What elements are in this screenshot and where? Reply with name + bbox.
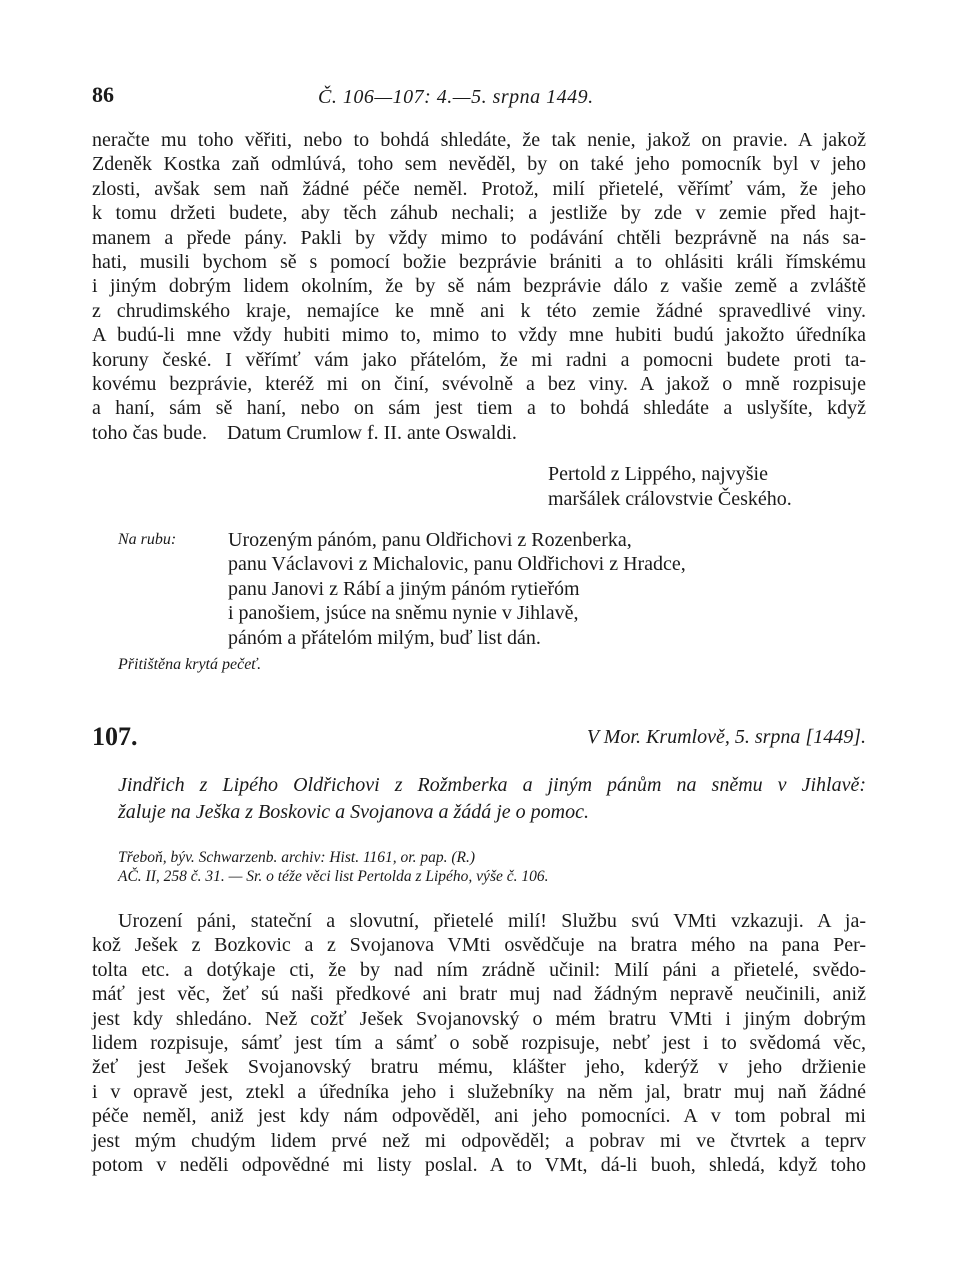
seal-note: Přitištěna krytá pečeť. xyxy=(118,656,262,673)
text-line: žeť jest Ješek Svojanovský bratru mému, klášter jeho, kderýž v jeho držienie xyxy=(92,1056,866,1079)
page-number: 86 xyxy=(92,82,114,107)
document-number: 107. xyxy=(92,722,138,751)
text-line: toho čas bude. Datum Crumlow f. II. ante Oswaldi. xyxy=(92,421,517,444)
address-line: panu Václavovi z Michalovic, panu Oldřichovi z Hradce, xyxy=(228,553,686,576)
source-line: AČ. II, 258 č. 31. — Sr. o téže věci list Pertolda z Lipého, výše č. 106. xyxy=(118,868,549,885)
text-line: jest kdy shledáno. Než cožť Ješek Svojanovský o mém bratru VMti i jiným dobrým xyxy=(92,1007,866,1030)
address-line: Urozeným pánóm, panu Oldřichovi z Rozenberka, xyxy=(228,529,632,551)
verso-label: Na rubu: xyxy=(118,531,177,548)
text-line: a haní, sám sě haní, nebo on sám jest tiem a to bohdá shledáte a uslyšíte, když xyxy=(92,397,866,420)
address-block xyxy=(228,528,686,650)
text-line: lidem rozpisuje, sámť jest tím a sámť o sobě rozpisuje, nebť jest i to svědomá věc, xyxy=(92,1032,866,1055)
signature-line: Pertold z Lippého, najvyšie xyxy=(548,463,768,485)
text-line: máť jest věc, žeť sú naši předkové ani bratr muj nad žádným nepravě neučinili, aniž xyxy=(92,983,866,1006)
regest-line: žaluje na Ješka z Boskovic a Svojanova a žádá je o pomoc. xyxy=(118,801,590,823)
text-line: tolta etc. a dotýkaje cti, že by nad ním zrádně učinil: Milí páni a přietelé, svědo- xyxy=(92,958,866,981)
text-line: i jiným dobrým lidem okolním, že by sě nám bezprávie dálo z vašie země a zvláště xyxy=(92,275,866,298)
text-line: potom v neděli odpovědné mi listy poslal. A to VMt, dá-li buoh, shledá, když toho xyxy=(92,1154,866,1177)
source-note xyxy=(118,848,548,886)
text-line: hati, musili bychom sě s pomocí božie bezprávie brániti a to ohlásiti králi římskému xyxy=(92,251,866,274)
address-line: i panošiem, jsúce na sněmu nynie v Jihlavě, xyxy=(228,602,579,625)
text-line: kovému bezprávie, kteréž mi on činí, svévolně a bez viny. A jakož o mně rozpisuje xyxy=(92,373,866,396)
text-line: manem a přede pány. Pakli by vždy mimo to podávání chtěli bezprávně na nás sa- xyxy=(92,226,866,249)
address-line: pánóm a přátelóm milým, buď list dán. xyxy=(228,626,541,649)
signature xyxy=(548,462,792,512)
text-line: k tomu držeti budete, aby těch záhub nechali; a jestliže by zde v zemie před hajt- xyxy=(92,202,866,225)
document-107-body xyxy=(92,909,866,1177)
text-line: kož Ješek z Bozkovic a z Svojanova VMti osvědčuje na bratra mého na pana Per- xyxy=(92,934,866,957)
text-line: péče neměl, aniž jest kdy nám odpověděl, ani jeho pomocníci. A v tom pobral mi xyxy=(92,1105,866,1128)
text-line: jest mým chudým lidem prvé než mi odpověděl; a pobrav mi ve čtvrtek a teprv xyxy=(92,1129,866,1152)
text-line: neračte mu toho věřiti, nebo to bohdá shledáte, že tak nenie, jakož on pravie. A jakož xyxy=(92,129,866,151)
text-line: A budú-li mne vždy hubiti mimo to, mimo to vždy mne hubiti budú jakožto úředníka xyxy=(92,324,866,347)
signature-line: maršálek crálovstvie Českého. xyxy=(548,488,792,510)
running-title: Č. 106—107: 4.—5. srpna 1449. xyxy=(318,86,594,108)
address-line: panu Janovi z Rábí a jiným pánóm rytieřóm xyxy=(228,577,580,600)
text-line: Urození páni, stateční a slovutní, přietelé milí! Službu svú VMti vzkazuji. A ja- xyxy=(118,910,866,932)
text-line: Zdeněk Kostka zaň odmlúvá, toho sem nevěděl, by on také jeho pomocník byl v jeho xyxy=(92,153,866,176)
document-106-body xyxy=(92,128,866,445)
regest xyxy=(118,772,866,826)
text-line: i v opravě jest, ztekl a úředníka jeho i služebníky na něm jal, bratr muj naň žádné xyxy=(92,1080,866,1103)
text-line: zlosti, avšak sem naň žádné péče neměl. Protož, milí přietelé, věřímť vám, že jeho xyxy=(92,177,866,200)
text-line: koruny české. I věřímť vám jako přátelóm, že mi radni a pomocni budete proti ta- xyxy=(92,348,866,371)
regest-line: Jindřich z Lipého Oldřichovi z Rožmberka a jiným pánům na sněmu v Jihlavě: xyxy=(118,774,866,796)
text-line: z chrudimského kraje, nemajíce ke mně ani k této zemie žádné spravedlivé viny. xyxy=(92,299,866,322)
place-date: V Mor. Krumlově, 5. srpna [1449]. xyxy=(586,726,866,748)
source-line: Třeboň, býv. Schwarzenb. archiv: Hist. 1161, or. pap. (R.) xyxy=(118,849,476,866)
